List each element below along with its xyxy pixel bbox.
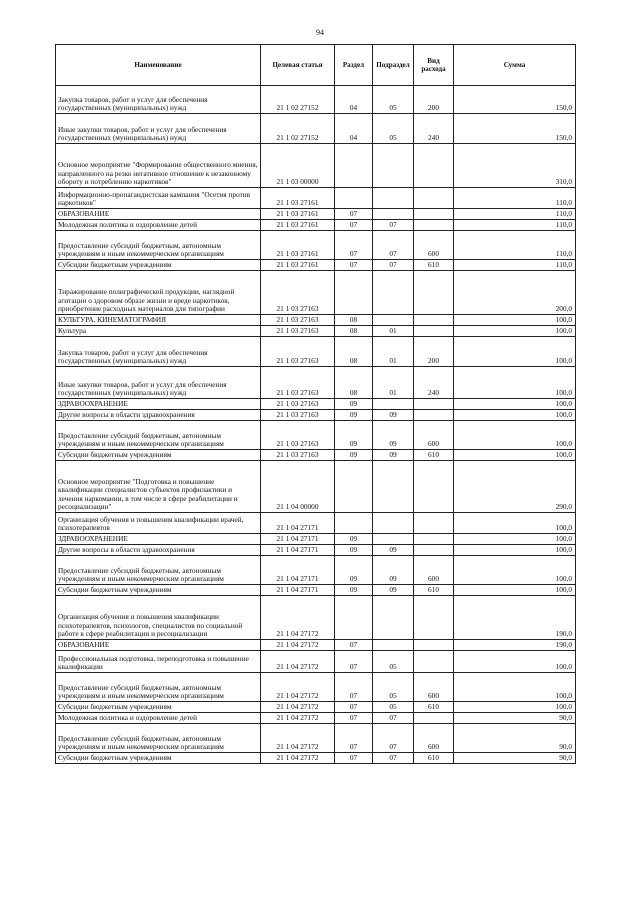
cell-target: 21 1 03 27161 — [261, 231, 335, 260]
cell-expense-type: 610 — [414, 260, 454, 271]
cell-name: Закупка товаров, работ и услуг для обеспечения государственных (муниципальных) нужд — [56, 86, 261, 114]
cell-expense-type: 200 — [414, 337, 454, 367]
cell-expense-type — [414, 713, 454, 724]
table-row — [56, 556, 576, 585]
cell-name: ОБРАЗОВАНИЕ — [56, 640, 261, 651]
cell-subsection — [373, 144, 414, 188]
cell-section — [335, 461, 373, 513]
cell-section: 07 — [335, 651, 373, 673]
cell-section: 08 — [335, 337, 373, 367]
table-row — [56, 209, 576, 220]
cell-section: 07 — [335, 260, 373, 271]
cell-target: 21 1 03 27161 — [261, 220, 335, 231]
cell-expense-type — [414, 188, 454, 209]
cell-subsection: 09 — [373, 556, 414, 585]
budget-table — [55, 44, 576, 764]
cell-name: Профессиональная подготовка, переподготовка и повышение квалификации — [56, 651, 261, 673]
header-section: Раздел — [335, 45, 373, 86]
cell-subsection — [373, 315, 414, 326]
cell-section: 07 — [335, 220, 373, 231]
cell-sum: 100,0 — [454, 702, 576, 713]
cell-target: 21 1 04 27172 — [261, 673, 335, 702]
table-row — [56, 713, 576, 724]
cell-target: 21 1 03 27163 — [261, 271, 335, 315]
cell-subsection — [373, 596, 414, 640]
table-row — [56, 585, 576, 596]
cell-subsection: 05 — [373, 673, 414, 702]
cell-sum: 110,0 — [454, 220, 576, 231]
cell-target: 21 1 04 27171 — [261, 545, 335, 556]
cell-target: 21 1 02 27152 — [261, 114, 335, 144]
cell-expense-type: 600 — [414, 421, 454, 450]
table-row — [56, 231, 576, 260]
cell-subsection: 07 — [373, 220, 414, 231]
cell-section: 07 — [335, 640, 373, 651]
cell-sum: 90,0 — [454, 724, 576, 753]
cell-target: 21 1 04 27172 — [261, 713, 335, 724]
cell-expense-type — [414, 513, 454, 534]
cell-sum: 100,0 — [454, 545, 576, 556]
header-name: Наименование — [56, 45, 261, 86]
cell-target: 21 1 03 27163 — [261, 367, 335, 399]
cell-section: 09 — [335, 450, 373, 461]
cell-target: 21 1 03 00000 — [261, 144, 335, 188]
table-row — [56, 753, 576, 764]
cell-target: 21 1 03 27163 — [261, 337, 335, 367]
cell-subsection: 05 — [373, 651, 414, 673]
table-row — [56, 326, 576, 337]
table-row — [56, 513, 576, 534]
cell-name: ЗДРАВООХРАНЕНИЕ — [56, 534, 261, 545]
cell-target: 21 1 04 27171 — [261, 513, 335, 534]
cell-sum: 190,0 — [454, 640, 576, 651]
cell-target: 21 1 03 27163 — [261, 421, 335, 450]
cell-expense-type — [414, 271, 454, 315]
cell-sum: 100,0 — [454, 367, 576, 399]
cell-sum: 90,0 — [454, 713, 576, 724]
table-row — [56, 545, 576, 556]
cell-expense-type — [414, 144, 454, 188]
table-row — [56, 640, 576, 651]
cell-subsection: 09 — [373, 421, 414, 450]
cell-section — [335, 596, 373, 640]
cell-name: Субсидии бюджетным учреждениям — [56, 753, 261, 764]
cell-target: 21 1 04 00000 — [261, 461, 335, 513]
cell-sum: 100,0 — [454, 326, 576, 337]
cell-subsection: 07 — [373, 231, 414, 260]
cell-subsection — [373, 513, 414, 534]
cell-sum: 100,0 — [454, 337, 576, 367]
cell-sum: 100,0 — [454, 315, 576, 326]
cell-expense-type — [414, 326, 454, 337]
cell-section: 08 — [335, 315, 373, 326]
cell-expense-type — [414, 545, 454, 556]
cell-target: 21 1 03 27161 — [261, 209, 335, 220]
cell-subsection — [373, 188, 414, 209]
cell-sum: 110,0 — [454, 209, 576, 220]
cell-section: 07 — [335, 713, 373, 724]
table-row — [56, 724, 576, 753]
table-row — [56, 421, 576, 450]
cell-target: 21 1 03 27163 — [261, 450, 335, 461]
cell-name: Другие вопросы в области здравоохранения — [56, 410, 261, 421]
cell-expense-type: 600 — [414, 724, 454, 753]
cell-sum: 100,0 — [454, 556, 576, 585]
table-body — [56, 86, 576, 764]
cell-section: 09 — [335, 545, 373, 556]
cell-subsection — [373, 640, 414, 651]
cell-section: 07 — [335, 673, 373, 702]
cell-subsection — [373, 209, 414, 220]
cell-name: Организация обучения и повышения квалификации психотерапевтов, психологов, специалистов по социальной работе в сфере реабилитации и ресоциализации — [56, 596, 261, 640]
table-row — [56, 144, 576, 188]
table-row — [56, 315, 576, 326]
page-number: 94 — [316, 28, 324, 37]
cell-section: 09 — [335, 534, 373, 545]
cell-expense-type — [414, 315, 454, 326]
cell-sum: 100,0 — [454, 585, 576, 596]
cell-section: 07 — [335, 753, 373, 764]
table-row — [56, 271, 576, 315]
cell-sum: 100,0 — [454, 673, 576, 702]
cell-expense-type — [414, 651, 454, 673]
table-row — [56, 410, 576, 421]
cell-sum: 100,0 — [454, 651, 576, 673]
cell-target: 21 1 04 27172 — [261, 724, 335, 753]
cell-expense-type — [414, 640, 454, 651]
cell-sum: 150,0 — [454, 86, 576, 114]
cell-section — [335, 188, 373, 209]
cell-section — [335, 513, 373, 534]
cell-target: 21 1 02 27152 — [261, 86, 335, 114]
cell-sum: 200,0 — [454, 271, 576, 315]
cell-expense-type: 600 — [414, 556, 454, 585]
cell-name: Тиражирование полиграфической продукции, наглядной агитации о здоровом образе жизни и вреде наркотиков, приобретение расходных материалов для типографии — [56, 271, 261, 315]
cell-section: 09 — [335, 585, 373, 596]
table-row — [56, 114, 576, 144]
cell-sum: 150,0 — [454, 114, 576, 144]
cell-name: Предоставление субсидий бюджетным, автономным учреждениям и иным некоммерческим организациям — [56, 421, 261, 450]
table-row — [56, 450, 576, 461]
cell-name: Субсидии бюджетным учреждениям — [56, 702, 261, 713]
cell-section — [335, 144, 373, 188]
cell-sum: 100,0 — [454, 410, 576, 421]
cell-section: 07 — [335, 209, 373, 220]
table-row — [56, 461, 576, 513]
cell-section: 09 — [335, 556, 373, 585]
cell-target: 21 1 03 27161 — [261, 188, 335, 209]
cell-section: 07 — [335, 231, 373, 260]
cell-expense-type: 610 — [414, 753, 454, 764]
cell-subsection: 05 — [373, 86, 414, 114]
cell-subsection — [373, 399, 414, 410]
table-row — [56, 188, 576, 209]
cell-name: Субсидии бюджетным учреждениям — [56, 585, 261, 596]
cell-subsection: 09 — [373, 410, 414, 421]
cell-section: 09 — [335, 421, 373, 450]
cell-name: Организация обучения и повышения квалификации врачей, психотерапевтов — [56, 513, 261, 534]
cell-target: 21 1 04 27172 — [261, 596, 335, 640]
cell-sum: 100,0 — [454, 513, 576, 534]
cell-sum: 190,0 — [454, 596, 576, 640]
cell-target: 21 1 04 27172 — [261, 702, 335, 713]
cell-subsection — [373, 271, 414, 315]
table-row — [56, 673, 576, 702]
cell-target: 21 1 03 27161 — [261, 260, 335, 271]
cell-expense-type: 610 — [414, 702, 454, 713]
table-header-row — [56, 45, 576, 86]
cell-subsection: 07 — [373, 260, 414, 271]
cell-section: 09 — [335, 410, 373, 421]
cell-section — [335, 271, 373, 315]
cell-name: Субсидии бюджетным учреждениям — [56, 450, 261, 461]
cell-expense-type: 610 — [414, 585, 454, 596]
cell-name: Культура — [56, 326, 261, 337]
cell-section: 07 — [335, 702, 373, 713]
cell-sum: 90,0 — [454, 753, 576, 764]
cell-name: Иные закупки товаров, работ и услуг для обеспечения государственных (муниципальных) нужд — [56, 367, 261, 399]
cell-name: КУЛЬТУРА, КИНЕМАТОГРАФИЯ — [56, 315, 261, 326]
header-expense-type: Вид расхода — [414, 45, 454, 86]
cell-expense-type: 200 — [414, 86, 454, 114]
header-target: Целевая статья — [261, 45, 335, 86]
cell-target: 21 1 04 27171 — [261, 556, 335, 585]
cell-name: Другие вопросы в области здравоохранения — [56, 545, 261, 556]
cell-subsection: 09 — [373, 545, 414, 556]
table-row — [56, 399, 576, 410]
cell-section: 04 — [335, 114, 373, 144]
cell-expense-type — [414, 399, 454, 410]
cell-expense-type — [414, 461, 454, 513]
cell-section: 04 — [335, 86, 373, 114]
cell-sum: 110,0 — [454, 188, 576, 209]
cell-subsection: 01 — [373, 367, 414, 399]
cell-sum: 110,0 — [454, 260, 576, 271]
cell-target: 21 1 03 27163 — [261, 326, 335, 337]
cell-subsection: 07 — [373, 724, 414, 753]
cell-section: 08 — [335, 367, 373, 399]
cell-sum: 100,0 — [454, 534, 576, 545]
cell-subsection: 09 — [373, 585, 414, 596]
cell-subsection: 01 — [373, 337, 414, 367]
cell-name: Молодежная политика и оздоровление детей — [56, 713, 261, 724]
cell-expense-type: 240 — [414, 114, 454, 144]
cell-expense-type — [414, 220, 454, 231]
header-sum: Сумма — [454, 45, 576, 86]
table-row — [56, 534, 576, 545]
cell-name: Предоставление субсидий бюджетным, автономным учреждениям и иным некоммерческим организациям — [56, 724, 261, 753]
cell-name: Предоставление субсидий бюджетным, автономным учреждениям и иным некоммерческим организациям — [56, 556, 261, 585]
cell-name: Основное мероприятие "Формирование общественного мнения, направленного на резко негативное отношение к незаконному обороту и потреблению наркотиков" — [56, 144, 261, 188]
cell-name: Иные закупки товаров, работ и услуг для обеспечения государственных (муниципальных) нужд — [56, 114, 261, 144]
cell-sum: 100,0 — [454, 421, 576, 450]
cell-name: Предоставление субсидий бюджетным, автономным учреждениям и иным некоммерческим организациям — [56, 231, 261, 260]
table-row — [56, 220, 576, 231]
cell-target: 21 1 03 27163 — [261, 399, 335, 410]
table-row — [56, 651, 576, 673]
cell-name: ОБРАЗОВАНИЕ — [56, 209, 261, 220]
table-row — [56, 337, 576, 367]
cell-sum: 100,0 — [454, 450, 576, 461]
cell-target: 21 1 03 27163 — [261, 315, 335, 326]
cell-subsection: 05 — [373, 114, 414, 144]
cell-name: Молодежная политика и оздоровление детей — [56, 220, 261, 231]
cell-expense-type — [414, 596, 454, 640]
cell-name: Закупка товаров, работ и услуг для обеспечения государственных (муниципальных) нужд — [56, 337, 261, 367]
cell-subsection: 07 — [373, 753, 414, 764]
table-row — [56, 86, 576, 114]
cell-subsection: 05 — [373, 702, 414, 713]
cell-subsection: 09 — [373, 450, 414, 461]
cell-section: 09 — [335, 399, 373, 410]
cell-subsection — [373, 461, 414, 513]
cell-sum: 100,0 — [454, 399, 576, 410]
cell-section: 08 — [335, 326, 373, 337]
cell-target: 21 1 03 27163 — [261, 410, 335, 421]
cell-target: 21 1 04 27171 — [261, 534, 335, 545]
cell-expense-type: 240 — [414, 367, 454, 399]
cell-target: 21 1 04 27171 — [261, 585, 335, 596]
table-row — [56, 367, 576, 399]
cell-sum: 110,0 — [454, 231, 576, 260]
table-row — [56, 596, 576, 640]
cell-sum: 290,0 — [454, 461, 576, 513]
cell-name: ЗДРАВООХРАНЕНИЕ — [56, 399, 261, 410]
cell-name: Субсидии бюджетным учреждениям — [56, 260, 261, 271]
cell-subsection — [373, 534, 414, 545]
cell-expense-type — [414, 410, 454, 421]
cell-expense-type: 600 — [414, 231, 454, 260]
table-row — [56, 702, 576, 713]
table-row — [56, 260, 576, 271]
cell-subsection: 01 — [373, 326, 414, 337]
cell-expense-type: 600 — [414, 673, 454, 702]
cell-target: 21 1 04 27172 — [261, 753, 335, 764]
cell-target: 21 1 04 27172 — [261, 651, 335, 673]
cell-expense-type: 610 — [414, 450, 454, 461]
cell-sum: 310,0 — [454, 144, 576, 188]
cell-expense-type — [414, 209, 454, 220]
header-subsection: Подраздел — [373, 45, 414, 86]
cell-subsection: 07 — [373, 713, 414, 724]
cell-section: 07 — [335, 724, 373, 753]
cell-name: Информационно-пропагандистская кампания "Осетия против наркотиков" — [56, 188, 261, 209]
cell-target: 21 1 04 27172 — [261, 640, 335, 651]
cell-name: Основное мероприятие "Подготовка и повышение квалификации специалистов субъектов профилактики и лечения наркомании, в том числе в сфере реабилитации и ресоциализации" — [56, 461, 261, 513]
cell-name: Предоставление субсидий бюджетным, автономным учреждениям и иным некоммерческим организациям — [56, 673, 261, 702]
cell-expense-type — [414, 534, 454, 545]
